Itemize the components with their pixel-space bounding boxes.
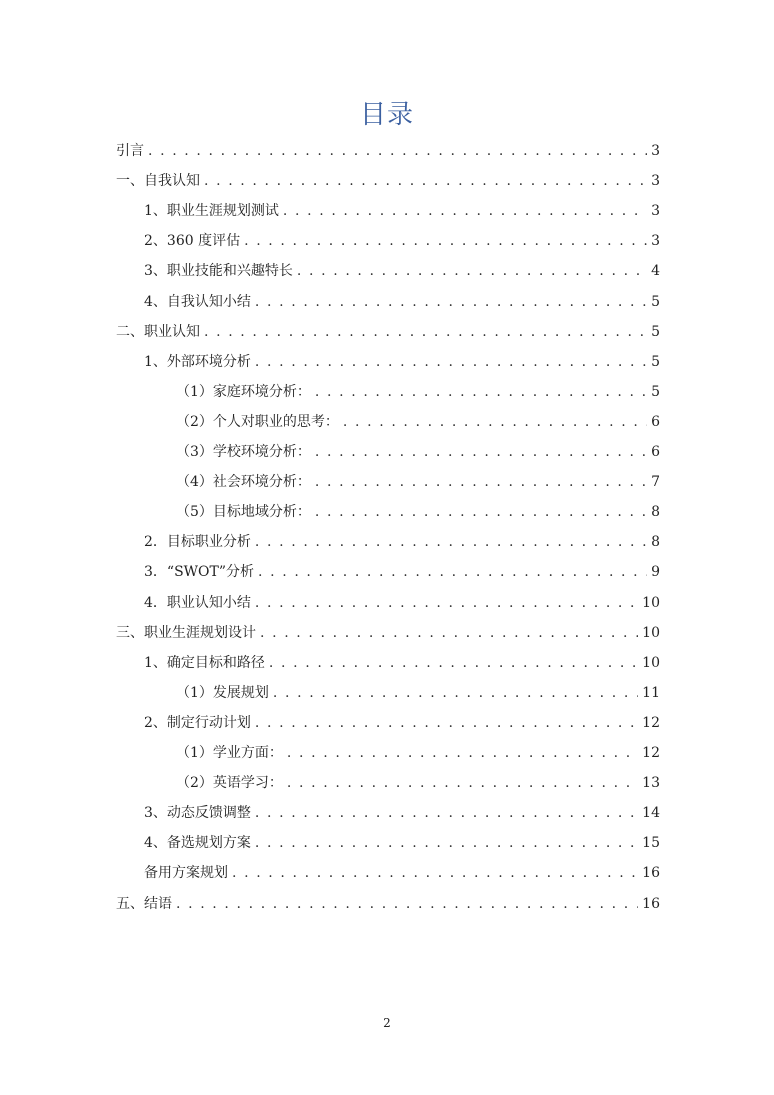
toc-entry-page: 8 xyxy=(651,534,660,551)
toc-entry-page: 12 xyxy=(642,714,660,731)
toc-entry-page: 10 xyxy=(642,624,660,641)
toc-entry[interactable] xyxy=(176,377,660,407)
toc-entry[interactable] xyxy=(144,256,660,286)
toc-entry-page: 6 xyxy=(651,444,660,460)
toc-entry-label: 3、职业技能和兴趣特长 xyxy=(144,263,293,280)
toc-entry[interactable] xyxy=(176,768,660,798)
toc-entry-label: 五、结语 xyxy=(116,895,172,912)
toc-dot-leader xyxy=(315,377,647,407)
toc-entry-page: 5 xyxy=(651,383,660,400)
toc-dot-leader xyxy=(297,256,647,286)
page-title: 目录 xyxy=(359,100,414,130)
toc-entry-label: 1、职业生涯规划测试 xyxy=(144,203,279,220)
toc-entry-label: （4）社会环境分析： xyxy=(176,474,311,491)
toc-entry[interactable] xyxy=(116,317,660,347)
toc-dot-leader xyxy=(287,738,638,768)
toc-entry[interactable] xyxy=(144,588,660,618)
toc-entry-label: 4、备选规划方案 xyxy=(144,835,251,852)
toc-entry[interactable] xyxy=(144,708,660,738)
toc-dot-leader xyxy=(148,136,647,166)
toc-entry-page: 8 xyxy=(651,504,660,521)
toc-dot-leader xyxy=(204,317,647,347)
toc-entry[interactable] xyxy=(144,226,660,256)
toc-entry[interactable] xyxy=(116,136,660,166)
toc-entry[interactable] xyxy=(144,858,660,888)
toc-dot-leader xyxy=(260,618,638,648)
toc-dot-leader xyxy=(255,828,638,858)
toc-entry-label: （3）学校环境分析： xyxy=(176,444,311,460)
toc-dot-leader xyxy=(269,648,638,678)
toc-dot-leader xyxy=(232,858,638,888)
toc-dot-leader xyxy=(343,407,647,437)
toc-dot-leader xyxy=(176,889,638,919)
toc-dot-leader xyxy=(315,437,647,467)
toc-dot-leader xyxy=(258,557,647,587)
toc-entry[interactable] xyxy=(144,527,660,557)
toc-entry-label: 引言 xyxy=(116,143,144,159)
toc-entry-label: 4．职业认知小结 xyxy=(144,594,251,611)
toc-entry-page: 5 xyxy=(651,293,660,310)
toc-dot-leader xyxy=(315,497,647,527)
toc-dot-leader xyxy=(244,226,647,256)
toc-entry-page: 3 xyxy=(651,173,660,190)
toc-entry-label: （5）目标地域分析： xyxy=(176,504,311,521)
toc-dot-leader xyxy=(283,196,647,226)
toc-dot-leader xyxy=(273,678,638,708)
toc-entry-label: 备用方案规划 xyxy=(144,865,228,882)
toc-dot-leader xyxy=(255,527,647,557)
toc-dot-leader xyxy=(255,347,647,377)
toc-entry-label: 2．目标职业分析 xyxy=(144,534,251,551)
toc-entry[interactable] xyxy=(176,407,660,437)
toc-entry-page: 15 xyxy=(642,835,660,852)
toc-dot-leader xyxy=(255,287,647,317)
toc-entry-page: 3 xyxy=(651,203,660,220)
toc-entry[interactable] xyxy=(116,889,660,919)
page-number: 2 xyxy=(383,1016,391,1030)
toc-entry-label: 2、制定行动计划 xyxy=(144,714,251,731)
toc-entry[interactable] xyxy=(144,557,660,587)
toc-dot-leader xyxy=(287,768,638,798)
toc-entry-page: 6 xyxy=(651,413,660,430)
toc-entry-label: 2、360 度评估 xyxy=(144,233,241,250)
toc-entry[interactable] xyxy=(116,166,660,196)
toc-entry[interactable] xyxy=(144,196,660,226)
toc-entry-label: 一、自我认知 xyxy=(116,173,200,190)
toc-entry-page: 9 xyxy=(651,564,660,581)
toc-entry[interactable] xyxy=(176,678,660,708)
toc-entry-label: 1、确定目标和路径 xyxy=(144,654,265,671)
toc-entry-label: 3、动态反馈调整 xyxy=(144,805,251,822)
toc-entry-page: 11 xyxy=(642,684,660,701)
toc-dot-leader xyxy=(255,798,638,828)
toc-entry-page: 12 xyxy=(642,745,660,761)
toc-entry-page: 5 xyxy=(651,353,660,370)
toc-entry[interactable] xyxy=(116,618,660,648)
toc-entry-label: （2）个人对职业的思考： xyxy=(176,413,339,430)
toc-dot-leader xyxy=(255,588,638,618)
toc-entry[interactable] xyxy=(144,828,660,858)
toc-entry-page: 3 xyxy=(651,143,660,159)
toc-entry-page: 7 xyxy=(651,474,660,491)
toc-entry-page: 14 xyxy=(642,805,660,822)
toc-entry-page: 16 xyxy=(642,895,660,912)
toc-entry-page: 16 xyxy=(642,865,660,882)
toc-entry[interactable] xyxy=(176,497,660,527)
toc-entry-label: 3．“SWOT”分析 xyxy=(144,564,255,581)
toc-entry-label: （1）学业方面： xyxy=(176,745,283,761)
toc-entry-page: 4 xyxy=(651,263,660,280)
toc-entry[interactable] xyxy=(176,467,660,497)
toc-entry-label: 4、自我认知小结 xyxy=(144,293,251,310)
toc-dot-leader xyxy=(315,467,647,497)
toc-entry-page: 3 xyxy=(651,233,660,250)
toc-entry[interactable] xyxy=(144,798,660,828)
toc-entry-label: （1）发展规划 xyxy=(176,684,269,701)
toc-entry-page: 13 xyxy=(642,775,660,792)
toc-entry-page: 5 xyxy=(651,323,660,340)
toc-entry[interactable] xyxy=(144,287,660,317)
toc-entry[interactable] xyxy=(176,437,660,467)
toc-entry[interactable] xyxy=(176,738,660,768)
toc-entry[interactable] xyxy=(144,347,660,377)
toc-entry-label: 1、外部环境分析 xyxy=(144,353,251,370)
toc-entry-page: 10 xyxy=(642,594,660,611)
toc-entry-page: 10 xyxy=(642,654,660,671)
toc-entry-label: （2）英语学习： xyxy=(176,775,283,792)
toc-entry-label: （1）家庭环境分析： xyxy=(176,383,311,400)
toc-entry[interactable] xyxy=(144,648,660,678)
toc-dot-leader xyxy=(255,708,638,738)
toc-entry-label: 三、职业生涯规划设计 xyxy=(116,624,256,641)
toc-dot-leader xyxy=(204,166,647,196)
toc-entry-label: 二、职业认知 xyxy=(116,323,200,340)
